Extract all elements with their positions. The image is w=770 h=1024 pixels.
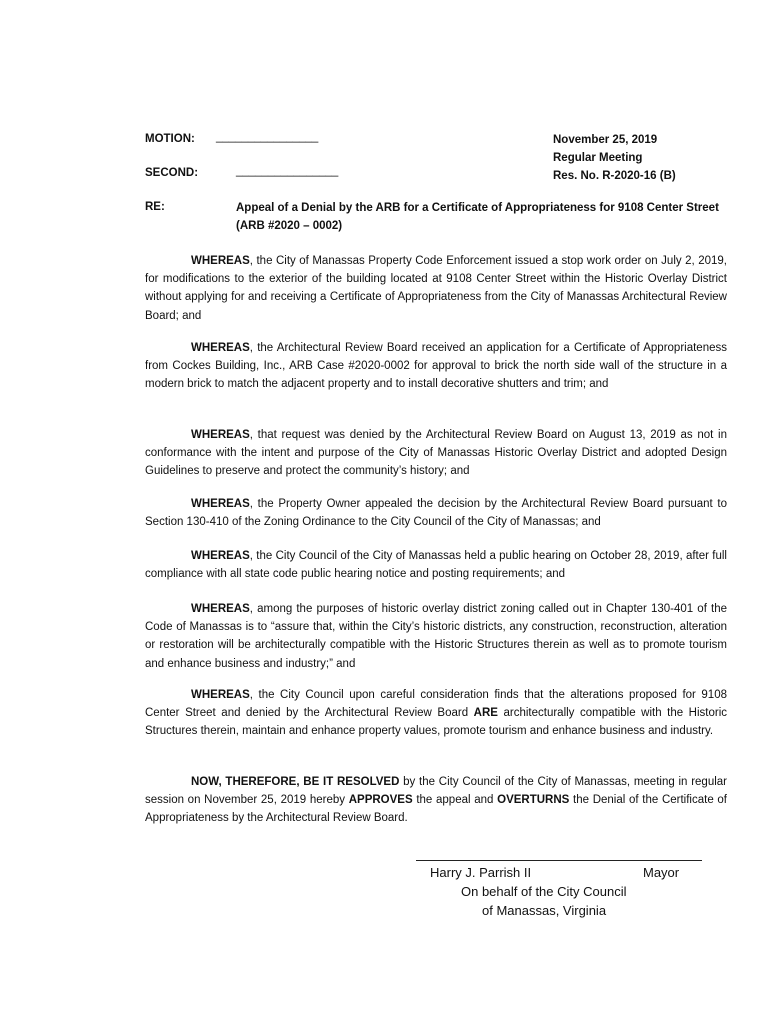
overturns-emphasis: OVERTURNS <box>497 794 570 807</box>
whereas-paragraph-7 <box>145 686 727 741</box>
second-label: SECOND: <box>145 167 199 179</box>
signer-name: Harry J. Parrish II <box>430 865 532 880</box>
paragraph-text: the appeal and <box>412 794 498 807</box>
whereas-paragraph-3 <box>145 426 727 481</box>
whereas-paragraph-5 <box>145 547 727 583</box>
whereas-lead: WHEREAS <box>191 603 250 615</box>
whereas-lead: WHEREAS <box>191 429 250 441</box>
paragraph-text: , the City Council upon careful consideration finds that the alterations proposed for 9108 Center Street and denied by the Architectural Review Board <box>145 689 727 720</box>
second-blank: ________________ <box>236 165 339 177</box>
whereas-paragraph-6 <box>145 600 727 673</box>
approves-emphasis: APPROVES <box>348 794 413 807</box>
resolution-number: Res. No. R-2020-16 (B) <box>553 170 676 182</box>
meeting-info <box>553 131 676 185</box>
are-emphasis: ARE <box>473 707 498 720</box>
paragraph-text: by the City Council of the City of Manassas, meeting in regular session on November 25, 2019 hereby <box>145 776 727 807</box>
signer-title: Mayor <box>643 865 680 880</box>
resolved-lead: NOW, THEREFORE, BE IT RESOLVED <box>191 776 400 788</box>
signer-affiliation-2: of Manassas, Virginia <box>482 903 607 918</box>
paragraph-text: the Denial of the Certificate of Appropriateness by the Architectural Review Board. <box>145 794 727 825</box>
whereas-paragraph-1 <box>145 252 727 325</box>
meeting-type: Regular Meeting <box>553 152 643 164</box>
whereas-lead: WHEREAS <box>191 550 250 562</box>
paragraph-text: , the Architectural Review Board received an application for a Certificate of Appropriateness from Cockes Building, Inc., ARB Case #2020-0002 for approval to brick the north side wall of the structure in a modern brick to match the adjacent property and to install decorative shutters and trim; and <box>145 342 727 391</box>
paragraph-text: , among the purposes of historic overlay district zoning called out in Chapter 130-401 of the Code of Manassas is to “assure that, within the City’s historic districts, any construction, reconstruction, alteration or restoration will be architecturally compatible with the Historic Structures therein as well as to promote tourism and enhance business and industry;” and <box>145 603 727 670</box>
paragraph-text: , that request was denied by the Architectural Review Board on August 13, 2019 as not in conformance with the intent and purpose of the City of Manassas Historic Overlay District and adopted Design Guidelines to preserve and protect the community’s history; and <box>145 429 727 478</box>
meeting-date: November 25, 2019 <box>553 134 658 146</box>
paragraph-text: , the City Council of the City of Manassas held a public hearing on October 28, 2019, after full compliance with all state code public hearing notice and posting requirements; and <box>145 550 727 581</box>
re-subject: Appeal of a Denial by the ARB for a Certificate of Appropriateness for 9108 Center Street (ARB #2020 – 0002) <box>236 202 719 232</box>
paragraph-text: , the Property Owner appealed the decision by the Architectural Review Board pursuant to Section 130-410 of the Zoning Ordinance to the City Council of the City of Manassas; and <box>145 498 727 529</box>
resolved-paragraph <box>145 773 727 828</box>
paragraph-text: , the City of Manassas Property Code Enforcement issued a stop work order on July 2, 2019, for modifications to the exterior of the building located at 9108 Center Street within the Historic Overlay District without applying for and receiving a Certificate of Appropriateness from the City of Manassas Architectural Review Board; and <box>145 255 727 322</box>
whereas-paragraph-4 <box>145 495 727 531</box>
whereas-paragraph-2 <box>145 339 727 394</box>
motion-label: MOTION: <box>145 133 195 145</box>
whereas-lead: WHEREAS <box>191 255 250 267</box>
motion-blank: ________________ <box>216 131 319 143</box>
re-label: RE: <box>145 201 165 213</box>
whereas-lead: WHEREAS <box>191 498 250 510</box>
signer-affiliation-1: On behalf of the City Council <box>461 884 627 899</box>
paragraph-text: architecturally compatible with the Historic Structures therein, maintain and enhance property values, promote tourism and enhance business and industry. <box>145 707 727 738</box>
whereas-lead: WHEREAS <box>191 689 250 701</box>
signature-line <box>416 860 702 861</box>
whereas-lead: WHEREAS <box>191 342 250 354</box>
